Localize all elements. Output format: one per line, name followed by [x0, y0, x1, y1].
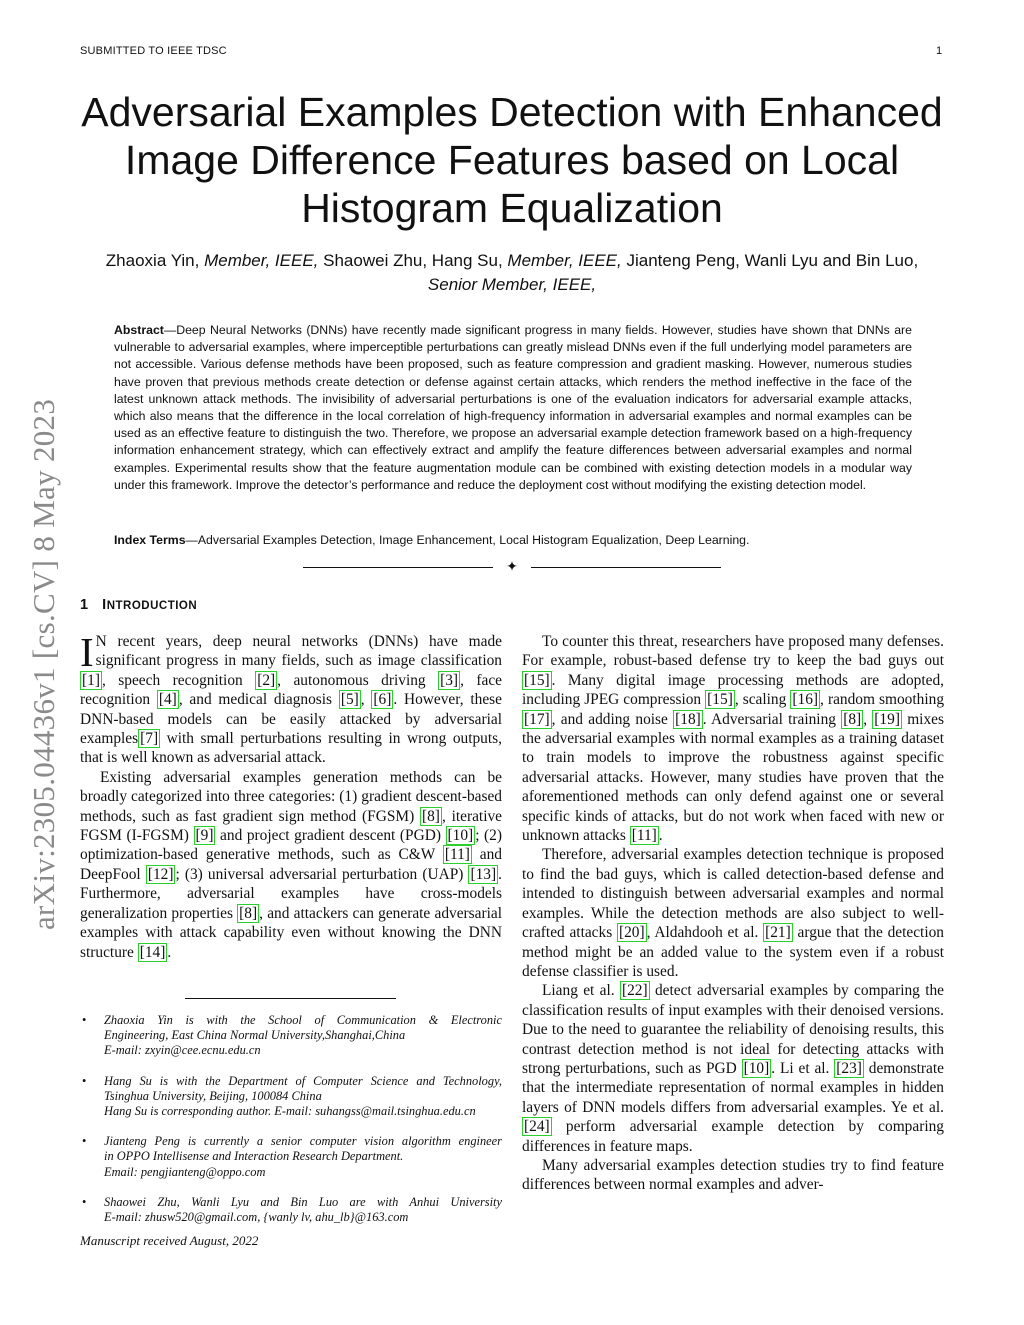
citation-link[interactable]: [3]: [440, 671, 459, 689]
footnote-line: Engineering, East China Normal University,Shanghai,China: [104, 1028, 406, 1043]
body-text: ,: [863, 710, 873, 728]
body-paragraph: [522, 981, 944, 1156]
author-affiliation-title: Senior Member, IEEE,: [427, 275, 597, 294]
footnote-line: Email: pengjianteng@oppo.com: [104, 1164, 266, 1179]
body-text: Existing adversarial examples generation methods can be broadly categorized into three categories: (1) gradient descent-based methods, such as fast gradient sign method (FGSM): [80, 768, 502, 825]
body-text: .: [658, 827, 663, 845]
drop-cap: I: [80, 629, 94, 675]
bullet-icon: •: [82, 1073, 87, 1088]
citation-link[interactable]: [10]: [743, 1059, 770, 1077]
body-text: , and adding noise: [551, 710, 674, 728]
author-affiliation-title: Member, IEEE,: [507, 251, 622, 270]
index-terms-label: Index Terms: [114, 533, 186, 547]
author-names: Zhaoxia Yin,: [105, 251, 205, 270]
footnote-line: Shaowei Zhu, Wanli Lyu and Bin Luo are with Anhui University: [104, 1194, 502, 1209]
body-text: Many adversarial examples detection studies try to find feature differences between normal examples and adver-: [522, 1156, 944, 1194]
citation-link[interactable]: [24]: [524, 1118, 550, 1136]
citation-link[interactable]: [11]: [444, 846, 470, 864]
body-text: ,: [360, 691, 372, 709]
footnote-rule: [185, 998, 396, 999]
body-text: and project gradient descent (PGD): [215, 827, 446, 845]
body-text: , and attackers can generate adversarial examples with attack capability even without knowing the DNN structure: [80, 904, 502, 961]
footnote-item: [80, 1134, 502, 1180]
body-paragraph: [80, 629, 502, 768]
citation-link[interactable]: [21]: [765, 924, 791, 942]
body-text: detect adversarial examples by comparing the classification results of input examples with their denoised versions. Due to the need to guarantee the reliability of denoising results, this contrast detection method is not ideal for detecting attacks with strong perturbations, such as PGD: [522, 982, 944, 1077]
author-names: Jianteng Peng, Wanli Lyu and Bin Luo,: [621, 251, 919, 270]
arxiv-stamp[interactable]: arXiv:2305.04436v1 [cs.CV] 8 May 2023: [26, 398, 61, 930]
body-text: argue that the detection method might be an added value to the system even if a robust defense classifier is used.: [522, 924, 944, 980]
left-column: [80, 629, 503, 962]
body-text: ; (2) optimization-based generative methods, such as C&W: [80, 827, 502, 864]
footnote-line: Jianteng Peng is currently a senior computer vision algorithm engineer: [104, 1134, 502, 1149]
footnote-line: Tsinghua University, Beijing, 100084 China: [104, 1088, 322, 1103]
citation-link[interactable]: [19]: [874, 710, 900, 728]
citation-link[interactable]: [13]: [470, 865, 497, 883]
citation-link[interactable]: [20]: [618, 924, 645, 942]
abstract-label: Abstract: [114, 323, 164, 337]
citation-link[interactable]: [11]: [631, 827, 657, 845]
body-text: N recent years, deep neural networks (DNNs) have made significant progress in many fields, such as image classification: [95, 633, 502, 670]
body-text: , speech recognition: [101, 671, 256, 689]
section-number: 1: [80, 597, 89, 613]
abstract: [114, 322, 912, 494]
paper-title: Adversarial Examples Detection with Enhanced Image Difference Features based on Local Histogram Equalization: [81, 89, 943, 231]
abstract-text: —Deep Neural Networks (DNNs) have recently made significant progress in many fields. However, studies have shown that DNNs are vulnerable to adversarial examples, where imperceptible perturbations can greatly mislead DNNs even if the full underlying model parameters are not accessible. Various defense methods have been proposed, such as feature compression and gradient masking. However, numerous studies have proven that previous methods create detection or defense against certain attacks, which renders the method ineffective in the face of the latest unknown attack methods. The invisibility of adversarial perturbations is one of the evaluation indicators for adversarial example attacks, which also means that the difference in the local correlation of high-frequency information in adversarial examples and normal examples can be used as an effective feature to distinguish the two. Therefore, we propose an adversarial example detection framework based on a high-frequency information enhancement strategy, which can effectively extract and amplify the feature differences between adversarial examples and normal examples. Experimental results show that the feature augmentation module can be combined with existing detection models in a modular way under this framework. Improve the detector’s performance and reduce the deployment cost without modifying the existing detection model.: [114, 323, 912, 492]
body-text: , scaling: [734, 691, 791, 709]
citation-link[interactable]: [9]: [195, 827, 214, 845]
divider-rule-right: [531, 567, 721, 568]
right-column: [522, 632, 944, 1195]
running-header: SUBMITTED TO IEEE TDSC: [80, 45, 227, 57]
citation-link[interactable]: [15]: [707, 691, 733, 709]
index-terms: [114, 532, 912, 549]
manuscript-note: Manuscript received August, 2022: [80, 1233, 259, 1248]
body-text: , iterative FGSM (I-FGSM): [80, 807, 502, 845]
footnote-line: in OPPO Intellisense and Interaction Research Department.: [104, 1149, 404, 1164]
footnote-line: Hang Su is with the Department of Computer Science and Technology,: [104, 1073, 502, 1088]
body-text: demonstrate that the intermediate representation of normal examples in hidden layers of DNN models differs from adversarial examples. Ye et al.: [522, 1059, 944, 1116]
page-number: 1: [936, 45, 943, 57]
body-text: , autonomous driving: [277, 671, 439, 689]
citation-link[interactable]: [16]: [792, 691, 819, 709]
footnote-line: E-mail: zhusw520@gmail.com, {wanly lv, ahu_lb}@163.com: [104, 1210, 409, 1225]
author-affiliation-title: Member, IEEE,: [204, 251, 319, 270]
citation-link[interactable]: [8]: [843, 710, 862, 728]
body-text: To counter this threat, researchers have proposed many defenses. For example, robust-based defense try to keep the bad guys out: [522, 633, 944, 670]
citation-link[interactable]: [17]: [524, 710, 550, 728]
divider-rule-left: [303, 567, 493, 568]
author-list: [80, 249, 944, 297]
body-text: mixes the adversarial examples with normal examples as a training dataset to train models to improve the robustness against specific adversarial attacks. However, many studies have proven that the aforementioned methods can only defend against one or several specific kinds of attacks, but do not work when faced with new or unknown attacks: [522, 710, 944, 845]
citation-link[interactable]: [22]: [621, 982, 648, 1000]
body-text: , random smoothing: [820, 691, 945, 709]
body-text: . Li et al.: [771, 1059, 835, 1077]
body-paragraph: [522, 632, 944, 845]
section-divider: [303, 559, 721, 577]
body-paragraph: [522, 845, 944, 981]
citation-link[interactable]: [1]: [82, 671, 100, 689]
citation-link[interactable]: [4]: [158, 691, 177, 709]
bullet-icon: •: [82, 1134, 87, 1149]
citation-link[interactable]: [14]: [139, 943, 166, 961]
author-names: Shaowei Zhu, Hang Su,: [318, 251, 508, 270]
body-text: . Furthermore, adversarial examples have cross-models generalization properties: [80, 865, 502, 922]
body-text: , face recognition: [80, 671, 502, 709]
index-terms-text: —Adversarial Examples Detection, Image Enhancement, Local Histogram Equalization, Deep Learning.: [185, 533, 750, 547]
body-text: , and medical diagnosis: [178, 691, 339, 709]
bullet-icon: •: [82, 1194, 87, 1209]
footnote-item: [80, 1074, 502, 1120]
body-text: and DeepFool: [80, 846, 503, 883]
section-heading: [80, 597, 197, 613]
citation-link[interactable]: [18]: [675, 710, 701, 728]
footnote-line: E-mail: zxyin@cee.ecnu.edu.cn: [104, 1043, 261, 1058]
footnote-item: [80, 1013, 502, 1059]
body-text: Liang et al.: [542, 982, 620, 1000]
citation-link[interactable]: [23]: [836, 1059, 862, 1077]
body-text: .: [167, 943, 172, 961]
body-text: perform adversarial example detection by comparing differences in feature maps.: [522, 1118, 944, 1155]
body-text: ; (3) universal adversarial perturbation (UAP): [175, 865, 469, 883]
footnote-line: Hang Su is corresponding author. E-mail: suhangss@mail.tsinghua.edu.cn: [104, 1104, 476, 1119]
body-text: . However, these DNN-based models can be easily attacked by adversarial examples: [80, 691, 502, 748]
body-text: with small perturbations resulting in wrong outputs, that is well known as adversarial attack.: [80, 730, 502, 767]
body-text: Therefore, adversarial examples detection technique is proposed to find the bad guys, which is called detection-based defense and intended to distinguish between adversarial examples and normal examples. While the detection methods are also subject to well-crafted attacks: [522, 846, 944, 942]
citation-link[interactable]: [10]: [447, 827, 474, 845]
citation-link[interactable]: [8]: [239, 904, 258, 922]
citation-link[interactable]: [8]: [421, 807, 440, 825]
divider-diamond-icon: ✦: [506, 560, 518, 575]
section-title: INTRODUCTION: [102, 597, 198, 613]
body-text: . Adversarial training: [702, 710, 842, 728]
body-paragraph: [80, 768, 502, 962]
citation-link[interactable]: [7]: [140, 730, 159, 748]
footnote-line: Zhaoxia Yin is with the School of Communication & Electronic: [104, 1013, 502, 1027]
body-text: . Many digital image processing methods are adopted, including JPEG compression: [522, 671, 944, 709]
citation-link[interactable]: [12]: [147, 865, 174, 883]
body-paragraph: [522, 1156, 944, 1195]
footnote-item: [80, 1195, 502, 1225]
citation-link[interactable]: [6]: [373, 691, 392, 709]
bullet-icon: •: [82, 1013, 87, 1027]
footnotes: [80, 1013, 502, 1240]
citation-link[interactable]: [15]: [524, 671, 550, 689]
citation-link[interactable]: [5]: [340, 691, 359, 709]
citation-link[interactable]: [2]: [257, 671, 276, 689]
body-text: , Aldahdooh et al.: [646, 924, 764, 942]
